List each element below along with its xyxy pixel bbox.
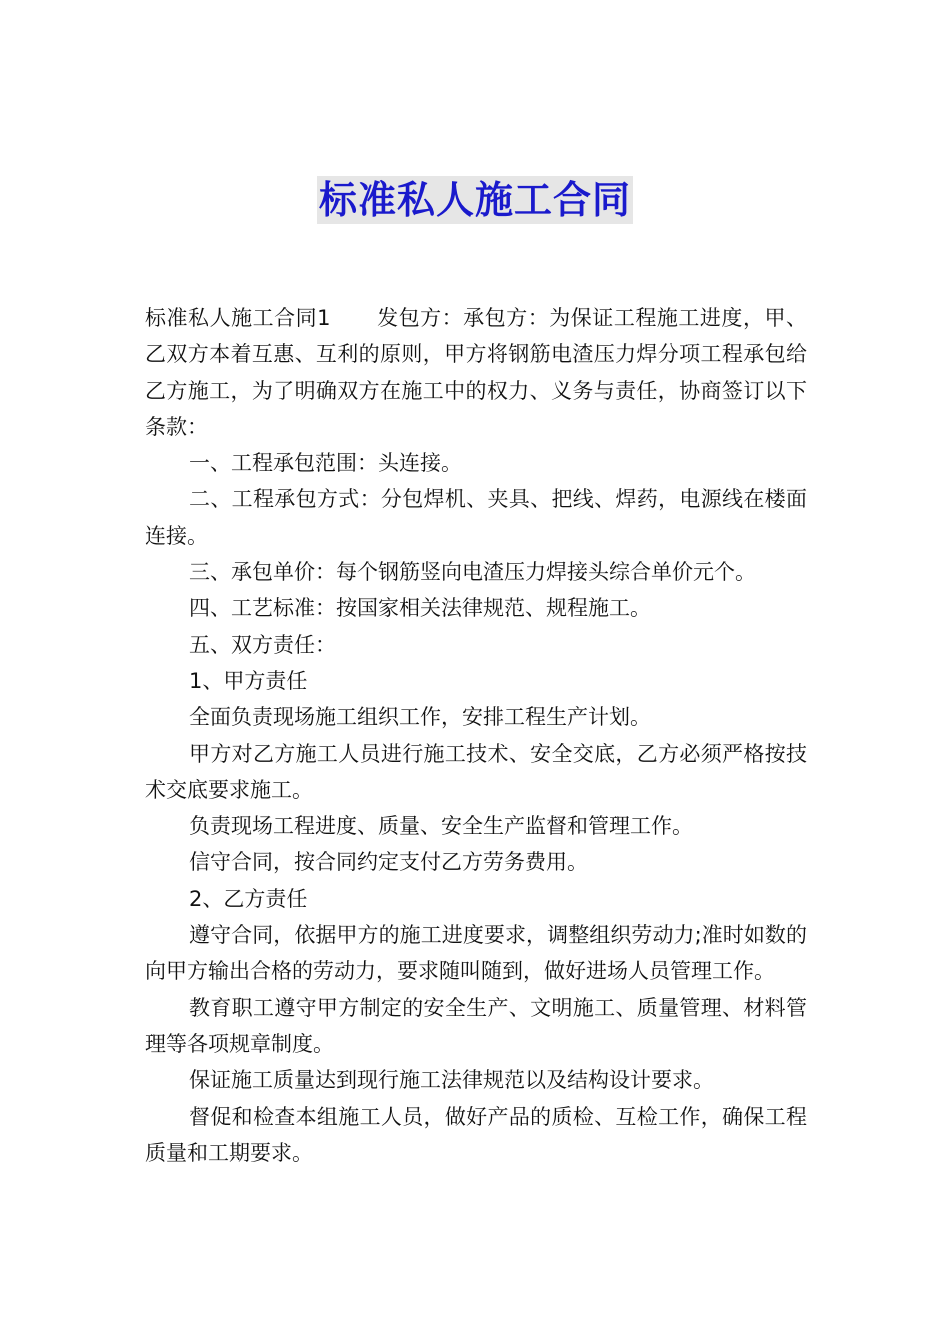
intro-text: 发包方：承包方：为保证工程施工进度，甲、乙双方本着互惠、互利的原则，甲方将钢筋电渣压力焊分项工程承包给乙方施工，为了明确双方在施工中的权力、义务与责任，协商签订以下条款：	[145, 306, 807, 439]
party-b-item: 督促和检查本组施工人员，做好产品的质检、互检工作，确保工程质量和工期要求。	[145, 1104, 807, 1165]
document-title	[0, 176, 950, 226]
party-b-item: 遵守合同，依据甲方的施工进度要求，调整组织劳动力;准时如数的向甲方输出合格的劳动力，要求随叫随到，做好进场人员管理工作。	[145, 923, 807, 984]
document-body	[145, 300, 807, 1171]
party-a-item: 信守合同，按合同约定支付乙方劳务费用。	[189, 850, 588, 875]
document-title-text: 标准私人施工合同	[318, 178, 631, 222]
section-party-a: 1、甲方责任	[189, 668, 308, 693]
party-a-item: 全面负责现场施工组织工作，安排工程生产计划。	[189, 705, 651, 730]
party-a-item: 负责现场工程进度、质量、安全生产监督和管理工作。	[189, 814, 693, 839]
paragraph-standard: 四、工艺标准：按国家相关法律规范、规程施工。	[189, 596, 651, 621]
paragraph-responsibilities: 五、双方责任：	[189, 632, 336, 657]
intro-heading: 标准私人施工合同1	[145, 306, 331, 330]
section-party-b: 2、乙方责任	[189, 886, 308, 911]
paragraph-scope: 一、工程承包范围：头连接。	[189, 451, 462, 476]
intro-paragraph	[145, 300, 807, 445]
party-b-item: 保证施工质量达到现行施工法律规范以及结构设计要求。	[189, 1068, 714, 1093]
party-b-item: 教育职工遵守甲方制定的安全生产、文明施工、质量管理、材料管理等各项规章制度。	[145, 995, 807, 1056]
paragraph-method: 二、工程承包方式：分包焊机、夹具、把线、焊药，电源线在楼面连接。	[145, 487, 807, 548]
party-a-item: 甲方对乙方施工人员进行施工技术、安全交底，乙方必须严格按技术交底要求施工。	[145, 741, 807, 802]
paragraph-price: 三、承包单价：每个钢筋竖向电渣压力焊接头综合单价元个。	[189, 560, 756, 585]
